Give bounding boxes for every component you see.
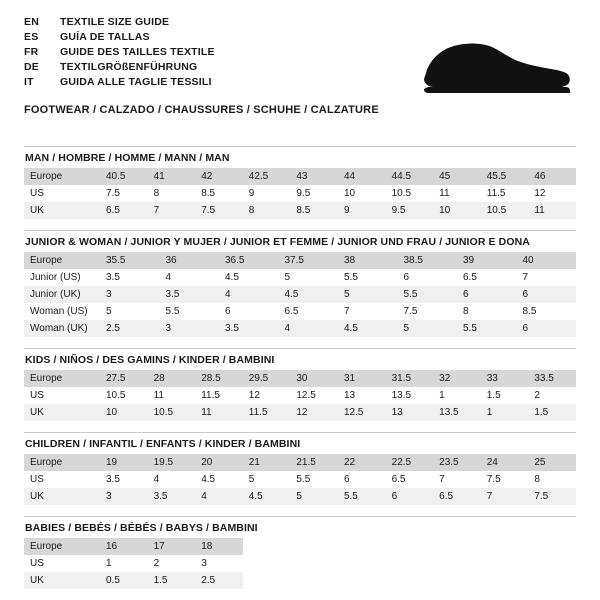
table-row: [24, 185, 576, 202]
dress-shoe-icon: [394, 26, 574, 98]
size-cell-empty: [528, 538, 576, 555]
table-row: [24, 252, 576, 269]
size-cell: 11.5: [243, 404, 291, 421]
size-cell: 8.5: [290, 202, 338, 219]
size-cell: 13.5: [433, 404, 481, 421]
size-cell: 10: [338, 185, 386, 202]
size-cell: 5: [290, 488, 338, 505]
size-cell: 9.5: [290, 185, 338, 202]
size-cell: 4.5: [195, 471, 243, 488]
size-cell: 6.5: [279, 303, 339, 320]
size-cell-empty: [433, 555, 481, 572]
table-row: [24, 572, 576, 589]
size-cell: 28.5: [195, 370, 243, 387]
size-cell: 3: [195, 555, 243, 572]
size-cell: 5: [279, 269, 339, 286]
section-junior-woman: [24, 230, 576, 337]
size-cell: 3: [100, 286, 160, 303]
row-label: UK: [24, 572, 100, 589]
section-divider: [24, 348, 576, 349]
size-cell: 2.5: [195, 572, 243, 589]
size-cell: 42.5: [243, 168, 291, 185]
size-cell-empty: [481, 572, 529, 589]
size-cell: 10: [433, 202, 481, 219]
table-row: [24, 269, 576, 286]
size-cell: 5: [338, 286, 398, 303]
size-cell: 5.5: [338, 488, 386, 505]
size-cell: 6.5: [386, 471, 434, 488]
size-cell: 6: [386, 488, 434, 505]
row-label: UK: [24, 404, 100, 421]
size-cell-empty: [243, 555, 291, 572]
size-cell: 24: [481, 454, 529, 471]
size-cell: 5: [398, 320, 458, 337]
table-row: [24, 488, 576, 505]
language-code: FR: [24, 46, 39, 58]
size-cell: 10.5: [100, 387, 148, 404]
size-cell: 12.5: [290, 387, 338, 404]
size-cell: 4: [279, 320, 339, 337]
size-cell: 7: [481, 488, 529, 505]
size-cell-empty: [243, 538, 291, 555]
size-cell: 7: [338, 303, 398, 320]
size-cell: 11.5: [195, 387, 243, 404]
size-cell: 45: [433, 168, 481, 185]
size-cell: 12: [528, 185, 576, 202]
size-cell: 6: [219, 303, 279, 320]
section-divider: [24, 432, 576, 433]
size-cell: 1.5: [481, 387, 529, 404]
size-cell: 30: [290, 370, 338, 387]
size-cell: 4.5: [219, 269, 279, 286]
row-label: Europe: [24, 454, 100, 471]
language-row: [24, 61, 215, 76]
size-cell: 0.5: [100, 572, 148, 589]
size-cell: 28: [148, 370, 196, 387]
size-cell-empty: [386, 538, 434, 555]
size-cell: 33: [481, 370, 529, 387]
size-cell: 6: [338, 471, 386, 488]
row-label: Junior (US): [24, 269, 100, 286]
row-label: Junior (UK): [24, 286, 100, 303]
size-cell-empty: [338, 572, 386, 589]
language-title: GUIDA ALLE TAGLIE TESSILI: [60, 76, 212, 88]
size-cell: 12: [290, 404, 338, 421]
size-cell-empty: [386, 555, 434, 572]
section-divider: [24, 146, 576, 147]
size-cell: 3.5: [219, 320, 279, 337]
size-cell: 1.5: [528, 404, 576, 421]
size-cell-empty: [481, 538, 529, 555]
table-row: [24, 320, 576, 337]
size-cell: 3.5: [160, 286, 220, 303]
table-row: [24, 303, 576, 320]
size-cell: 32: [433, 370, 481, 387]
size-cell: 1: [100, 555, 148, 572]
size-table-children: [24, 454, 576, 505]
size-cell: 11.5: [481, 185, 529, 202]
size-cell-empty: [243, 572, 291, 589]
size-cell: 7.5: [100, 185, 148, 202]
size-cell-empty: [290, 572, 338, 589]
size-cell: 8: [243, 202, 291, 219]
table-row: [24, 454, 576, 471]
size-table-kids: [24, 370, 576, 421]
size-cell: 9.5: [386, 202, 434, 219]
size-cell: 38: [338, 252, 398, 269]
size-cell: 6.5: [457, 269, 517, 286]
size-cell: 20: [195, 454, 243, 471]
row-label: Europe: [24, 370, 100, 387]
size-cell: 3.5: [100, 269, 160, 286]
document-header: [0, 0, 600, 116]
size-cell: 33.5: [528, 370, 576, 387]
size-cell: 12.5: [338, 404, 386, 421]
section-kids: [24, 348, 576, 421]
size-cell: 6: [457, 286, 517, 303]
size-cell-empty: [481, 555, 529, 572]
size-cell: 11: [148, 387, 196, 404]
section-man: [24, 146, 576, 219]
size-cell: 3: [160, 320, 220, 337]
size-cell: 38.5: [398, 252, 458, 269]
size-table-junior-woman: [24, 252, 576, 337]
size-cell: 27.5: [100, 370, 148, 387]
size-cell: 10.5: [386, 185, 434, 202]
language-row: [24, 31, 215, 46]
size-cell: 21.5: [290, 454, 338, 471]
section-babies: [24, 516, 576, 589]
row-label: Woman (UK): [24, 320, 100, 337]
row-label: US: [24, 185, 100, 202]
size-cell: 6: [398, 269, 458, 286]
size-cell: 12: [243, 387, 291, 404]
size-cell: 22: [338, 454, 386, 471]
size-cell-empty: [528, 555, 576, 572]
size-cell: 6.5: [433, 488, 481, 505]
size-cell: 7.5: [528, 488, 576, 505]
row-label: US: [24, 555, 100, 572]
size-cell: 6: [517, 286, 577, 303]
language-row: [24, 16, 215, 31]
language-row: [24, 46, 215, 61]
table-row: [24, 370, 576, 387]
table-row: [24, 555, 576, 572]
size-cell: 31: [338, 370, 386, 387]
size-cell: 13: [338, 387, 386, 404]
size-cell-empty: [528, 572, 576, 589]
size-cell: 43: [290, 168, 338, 185]
size-cell: 41: [148, 168, 196, 185]
size-tables: [0, 146, 600, 589]
size-cell: 10.5: [148, 404, 196, 421]
size-cell: 17: [148, 538, 196, 555]
section-divider: [24, 516, 576, 517]
size-cell: 3.5: [148, 488, 196, 505]
size-cell: 18: [195, 538, 243, 555]
size-cell: 7: [433, 471, 481, 488]
size-cell: 2: [528, 387, 576, 404]
size-cell: 4.5: [243, 488, 291, 505]
size-cell: 13: [386, 404, 434, 421]
size-cell: 5.5: [398, 286, 458, 303]
language-title-list: [24, 16, 215, 91]
language-row: [24, 76, 215, 91]
row-label: US: [24, 471, 100, 488]
category-line: FOOTWEAR / CALZADO / CHAUSSURES / SCHUHE / CALZATURE: [24, 104, 379, 116]
size-cell: 1.5: [148, 572, 196, 589]
size-cell: 40: [517, 252, 577, 269]
size-cell: 23.5: [433, 454, 481, 471]
table-row: [24, 538, 576, 555]
size-cell: 36: [160, 252, 220, 269]
size-cell: 35.5: [100, 252, 160, 269]
size-cell: 40.5: [100, 168, 148, 185]
row-label: US: [24, 387, 100, 404]
size-cell: 7.5: [398, 303, 458, 320]
language-title: GUÍA DE TALLAS: [60, 31, 150, 43]
row-label: Woman (US): [24, 303, 100, 320]
size-cell: 4: [219, 286, 279, 303]
size-cell: 19: [100, 454, 148, 471]
size-cell: 1: [433, 387, 481, 404]
language-title: TEXTILE SIZE GUIDE: [60, 16, 170, 28]
size-cell: 7.5: [195, 202, 243, 219]
size-cell: 3: [100, 488, 148, 505]
size-cell-empty: [433, 538, 481, 555]
size-cell: 22.5: [386, 454, 434, 471]
size-cell: 9: [243, 185, 291, 202]
language-title: TEXTILGRÖßENFÜHRUNG: [60, 61, 198, 73]
language-title: GUIDE DES TAILLES TEXTILE: [60, 46, 215, 58]
size-cell: 39: [457, 252, 517, 269]
row-label: Europe: [24, 252, 100, 269]
row-label: Europe: [24, 538, 100, 555]
language-code: ES: [24, 31, 39, 43]
size-cell: 4: [195, 488, 243, 505]
size-cell: 46: [528, 168, 576, 185]
size-cell: 31.5: [386, 370, 434, 387]
section-divider: [24, 230, 576, 231]
size-cell: 45.5: [481, 168, 529, 185]
table-row: [24, 202, 576, 219]
size-cell: 44.5: [386, 168, 434, 185]
size-cell: 10: [100, 404, 148, 421]
size-cell: 4: [148, 471, 196, 488]
size-cell: 4.5: [279, 286, 339, 303]
section-title: KIDS / NIÑOS / DES GAMINS / KINDER / BAMBINI: [25, 354, 275, 366]
size-cell: 8: [457, 303, 517, 320]
size-cell-empty: [338, 538, 386, 555]
size-cell: 7: [517, 269, 577, 286]
size-cell: 4.5: [338, 320, 398, 337]
size-cell: 5: [100, 303, 160, 320]
size-cell: 5.5: [338, 269, 398, 286]
size-cell: 19.5: [148, 454, 196, 471]
size-cell: 5: [243, 471, 291, 488]
row-label: Europe: [24, 168, 100, 185]
size-cell: 10.5: [481, 202, 529, 219]
size-cell: 42: [195, 168, 243, 185]
size-cell: 29.5: [243, 370, 291, 387]
size-cell: 5.5: [290, 471, 338, 488]
section-title: JUNIOR & WOMAN / JUNIOR Y MUJER / JUNIOR ET FEMME / JUNIOR UND FRAU / JUNIOR E DONA: [25, 236, 530, 248]
size-cell: 36.5: [219, 252, 279, 269]
size-cell-empty: [290, 555, 338, 572]
size-cell: 16: [100, 538, 148, 555]
table-row: [24, 471, 576, 488]
size-cell: 21: [243, 454, 291, 471]
size-cell: 25: [528, 454, 576, 471]
size-cell-empty: [433, 572, 481, 589]
size-table-babies: [24, 538, 576, 589]
section-children: [24, 432, 576, 505]
size-cell-empty: [338, 555, 386, 572]
size-table-man: [24, 168, 576, 219]
table-row: [24, 387, 576, 404]
size-cell: 7: [148, 202, 196, 219]
table-row: [24, 286, 576, 303]
row-label: UK: [24, 488, 100, 505]
table-row: [24, 404, 576, 421]
size-cell: 3.5: [100, 471, 148, 488]
size-cell: 2: [148, 555, 196, 572]
size-cell: 44: [338, 168, 386, 185]
size-cell-empty: [290, 538, 338, 555]
size-cell: 8.5: [195, 185, 243, 202]
size-cell: 1: [481, 404, 529, 421]
size-cell: 11: [433, 185, 481, 202]
size-cell: 13.5: [386, 387, 434, 404]
size-cell: 8.5: [517, 303, 577, 320]
language-code: IT: [24, 76, 34, 88]
size-cell: 11: [195, 404, 243, 421]
table-row: [24, 168, 576, 185]
size-cell: 37.5: [279, 252, 339, 269]
language-code: DE: [24, 61, 39, 73]
size-cell: 7.5: [481, 471, 529, 488]
size-cell: 4: [160, 269, 220, 286]
size-cell: 2.5: [100, 320, 160, 337]
size-cell: 8: [148, 185, 196, 202]
section-title: MAN / HOMBRE / HOMME / MANN / MAN: [25, 152, 230, 164]
size-cell: 8: [528, 471, 576, 488]
size-cell: 5.5: [160, 303, 220, 320]
size-cell: 11: [528, 202, 576, 219]
size-cell-empty: [386, 572, 434, 589]
size-cell: 5.5: [457, 320, 517, 337]
section-title: BABIES / BEBÉS / BÉBÉS / BABYS / BAMBINI: [25, 522, 258, 534]
section-title: CHILDREN / INFANTIL / ENFANTS / KINDER / BAMBINI: [25, 438, 301, 450]
size-cell: 9: [338, 202, 386, 219]
size-cell: 6: [517, 320, 577, 337]
language-code: EN: [24, 16, 39, 28]
size-cell: 6.5: [100, 202, 148, 219]
row-label: UK: [24, 202, 100, 219]
